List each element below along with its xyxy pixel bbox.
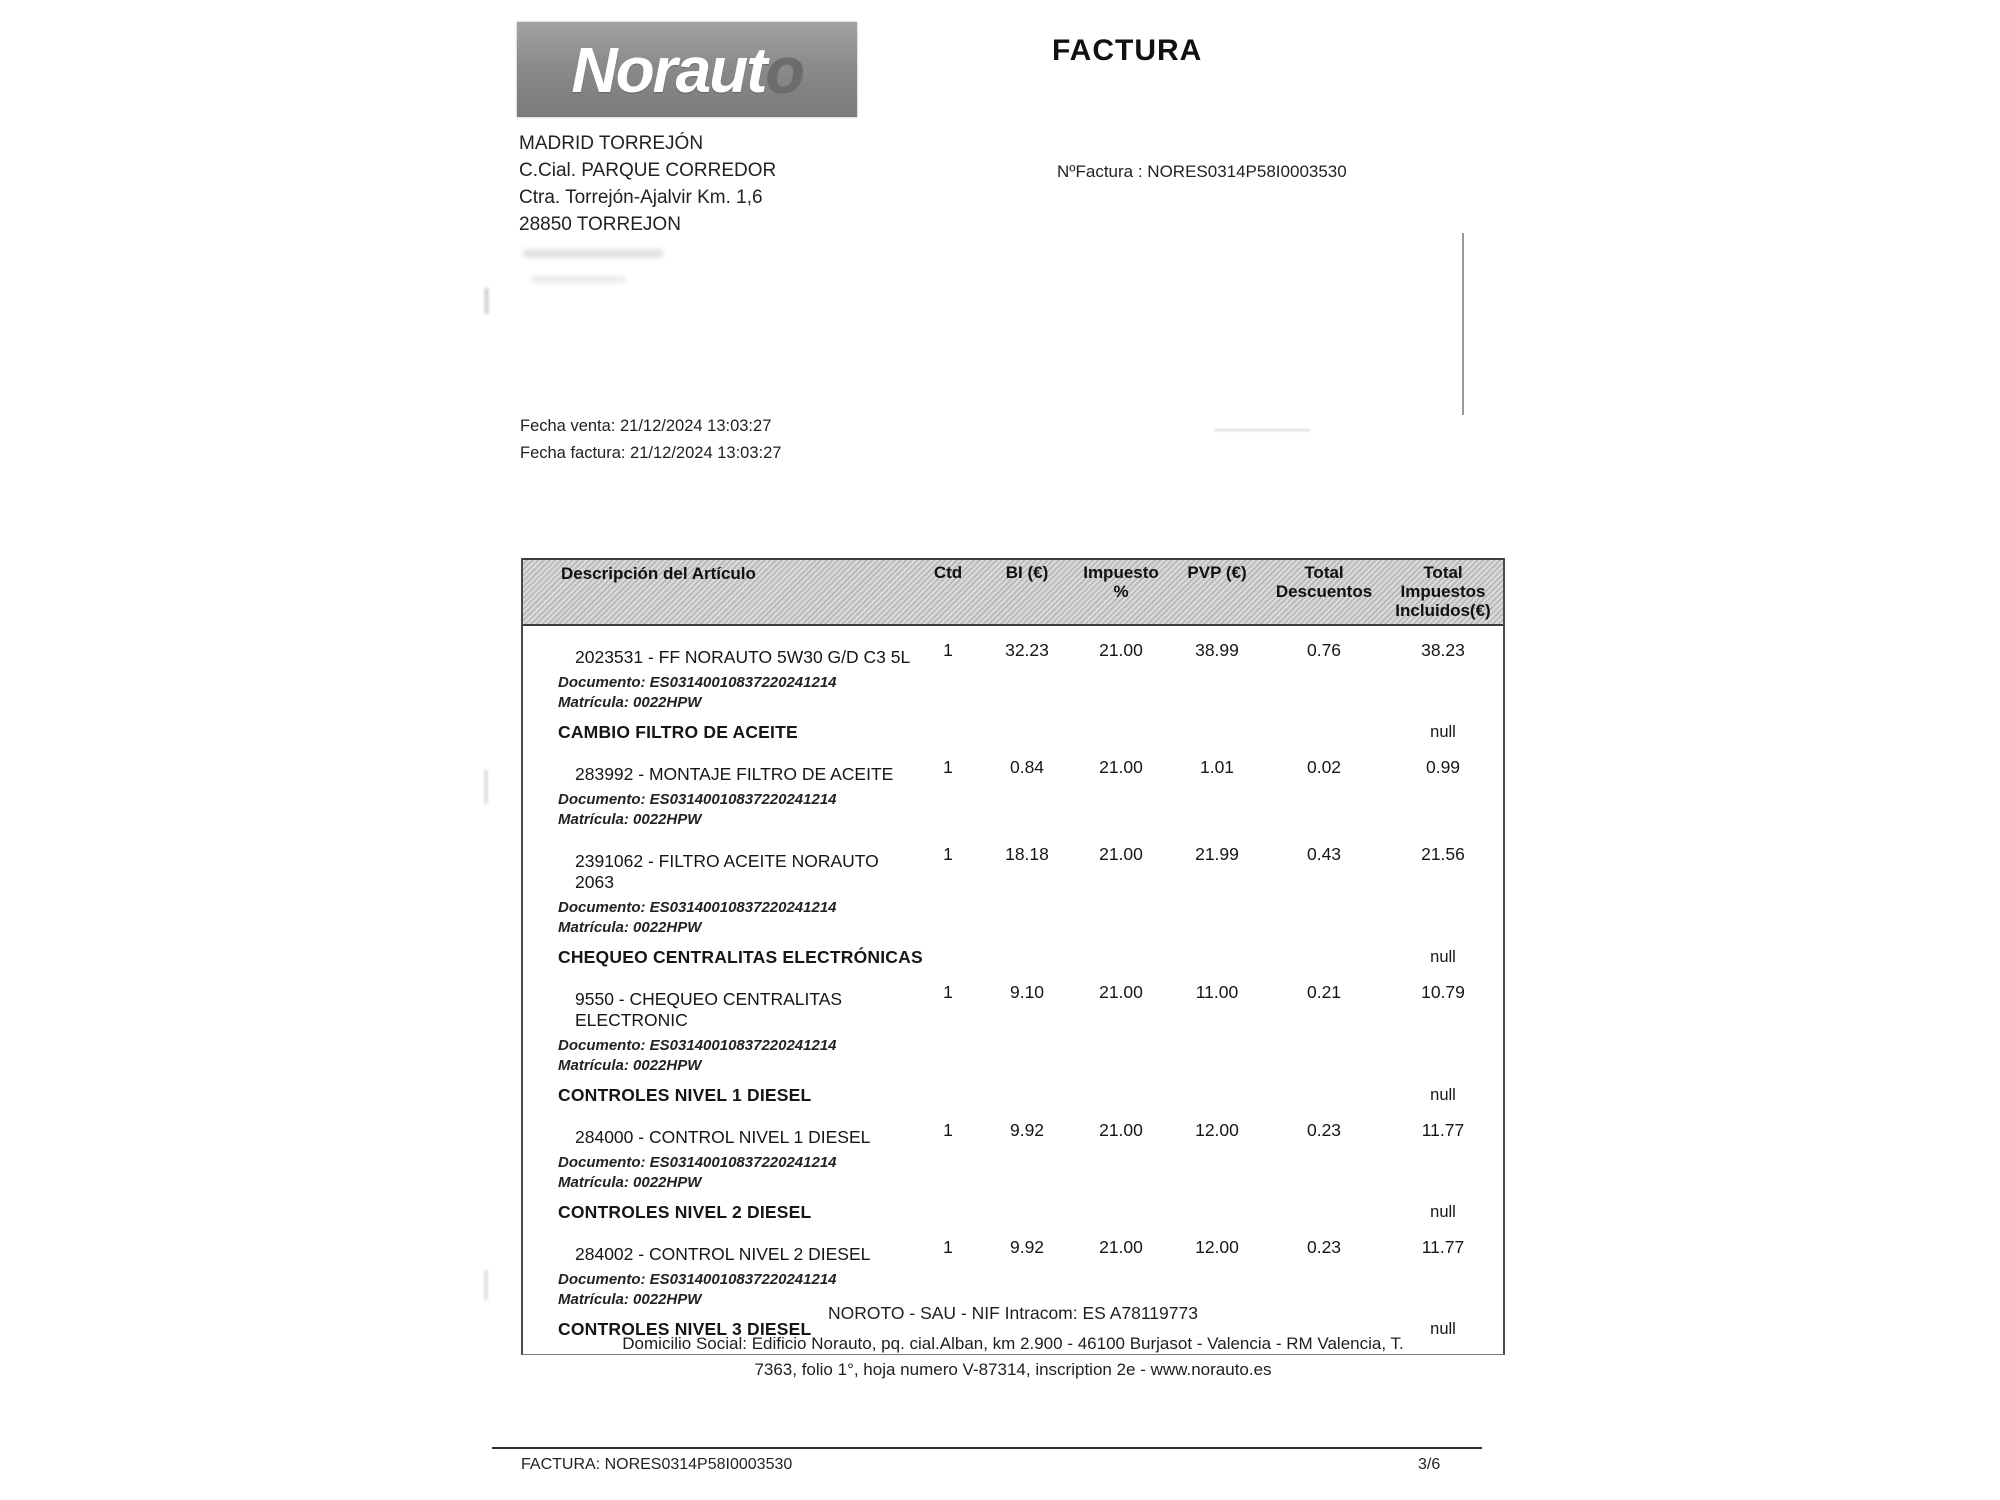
item-pvp: 21.99: [1195, 844, 1239, 864]
item-documento: Documento: ES03140010837220241214: [558, 1037, 837, 1054]
col-header-bi: BI (€): [1005, 563, 1049, 582]
norauto-logo: [517, 22, 857, 117]
item-matricula: Matrícula: 0022HPW: [558, 694, 702, 711]
invoice-date: Fecha factura: 21/12/2024 13:03:27: [520, 444, 782, 462]
legal-footer: [521, 1303, 1505, 1380]
item-pvp: 12.00: [1195, 1120, 1239, 1140]
item-descuentos: 0.02: [1306, 757, 1342, 777]
item-documento: Documento: ES03140010837220241214: [558, 1271, 837, 1288]
table-section-row: [523, 1202, 1503, 1223]
item-ctd: 1: [943, 1237, 953, 1257]
item-bi: 32.23: [1005, 640, 1049, 660]
invoice-table-body: [523, 640, 1503, 1354]
item-documento: Documento: ES03140010837220241214: [558, 1154, 837, 1171]
col-header-descuentos-line2: Descuentos: [1275, 582, 1373, 601]
item-ctd: 1: [943, 982, 953, 1002]
table-section-row: [523, 722, 1503, 743]
table-section-row: [523, 1085, 1503, 1106]
col-header-total-impuestos: [1383, 563, 1503, 620]
scan-artifact-margin-mark: [484, 1270, 488, 1300]
section-total-null: null: [1430, 1086, 1456, 1104]
document-title: FACTURA: [1052, 34, 1203, 67]
item-description: 284000 - CONTROL NIVEL 1 DIESEL: [575, 1127, 871, 1147]
invoice-items-table: [521, 558, 1505, 1355]
item-pvp: 38.99: [1195, 640, 1239, 660]
table-item-row: [523, 844, 1503, 893]
item-bi: 9.92: [1009, 1120, 1045, 1140]
item-description: 9550 - CHEQUEO CENTRALITAS ELECTRONIC: [575, 989, 843, 1030]
item-description: 2023531 - FF NORAUTO 5W30 G/D C3 5L: [575, 647, 911, 667]
scan-artifact-margin-mark: [484, 288, 489, 314]
item-matricula: Matrícula: 0022HPW: [558, 1174, 702, 1191]
item-total-impuestos: 38.23: [1421, 640, 1465, 660]
logo-text-main: Noraut: [571, 33, 766, 106]
item-bi: 0.84: [1009, 757, 1045, 777]
col-header-impuesto: [1073, 563, 1169, 620]
table-item-row: [523, 1237, 1503, 1265]
item-pvp: 1.01: [1199, 757, 1235, 777]
scan-artifact-redacted-text: [523, 249, 663, 258]
col-header-impuesto-line2: %: [1113, 582, 1129, 601]
company-address-line: Domicilio Social: Edificio Norauto, pq. cial.Alban, km 2.900 - 46100 Burjasot - Valencia - RM Valencia, T.: [622, 1334, 1404, 1353]
item-ctd: 1: [943, 1120, 953, 1140]
item-impuesto: 21.00: [1099, 982, 1143, 1002]
item-impuesto: 21.00: [1099, 844, 1143, 864]
section-title: CAMBIO FILTRO DE ACEITE: [558, 722, 798, 742]
item-matricula: Matrícula: 0022HPW: [558, 919, 702, 936]
scan-artifact-vertical-line: [1462, 233, 1464, 415]
section-total-null: null: [1430, 723, 1456, 741]
company-nif-line: NOROTO - SAU - NIF Intracom: ES A78119773: [828, 1303, 1198, 1323]
item-impuesto: 21.00: [1099, 1237, 1143, 1257]
item-documento: Documento: ES03140010837220241214: [558, 791, 837, 808]
item-descuentos: 0.21: [1306, 982, 1342, 1002]
section-title: CONTROLES NIVEL 3 DIESEL: [558, 1319, 812, 1339]
section-total-null: null: [1430, 1320, 1456, 1338]
bottom-divider: [492, 1447, 1482, 1449]
item-impuesto: 21.00: [1099, 1120, 1143, 1140]
table-header-row: [523, 558, 1503, 626]
table-item-row: [523, 640, 1503, 668]
scan-artifact-margin-mark: [484, 770, 488, 804]
sale-date: Fecha venta: 21/12/2024 13:03:27: [520, 417, 772, 435]
item-total-impuestos: 11.77: [1421, 1237, 1465, 1257]
item-impuesto: 21.00: [1099, 640, 1143, 660]
item-description: 2391062 - FILTRO ACEITE NORAUTO 2063: [575, 851, 879, 892]
section-total-null: null: [1430, 1203, 1456, 1221]
item-ctd: 1: [943, 757, 953, 777]
col-header-total-line2: Incluidos(€): [1395, 601, 1491, 620]
col-header-descuentos-line1: Total: [1304, 563, 1344, 582]
company-registry-line: 7363, folio 1°, hoja numero V-87314, inscription 2e - www.norauto.es: [754, 1360, 1272, 1379]
col-header-impuesto-line1: Impuesto: [1083, 563, 1159, 582]
section-title: CHEQUEO CENTRALITAS ELECTRÓNICAS: [558, 947, 923, 967]
item-total-impuestos: 0.99: [1425, 757, 1461, 777]
store-address-block: [519, 130, 776, 238]
table-item-row: [523, 982, 1503, 1031]
item-descuentos: 0.76: [1306, 640, 1342, 660]
item-total-impuestos: 21.56: [1421, 844, 1465, 864]
item-descuentos: 0.23: [1306, 1237, 1342, 1257]
item-bi: 18.18: [1005, 844, 1049, 864]
item-ctd: 1: [943, 844, 953, 864]
scan-artifact-redacted-text: [531, 276, 626, 283]
col-header-total-line1: Total Impuestos: [1400, 563, 1486, 601]
item-matricula: Matrícula: 0022HPW: [558, 811, 702, 828]
item-impuesto: 21.00: [1099, 757, 1143, 777]
page-number: 3/6: [1418, 1456, 1441, 1473]
table-item-row: [523, 757, 1503, 785]
col-header-descripcion: Descripción del Artículo: [561, 564, 756, 583]
scan-artifact-dash: [1214, 429, 1310, 431]
store-address-line: 28850 TORREJON: [519, 214, 681, 235]
norauto-logo-text: [571, 33, 802, 107]
section-title: CONTROLES NIVEL 2 DIESEL: [558, 1202, 812, 1222]
item-documento: Documento: ES03140010837220241214: [558, 674, 837, 691]
table-item-row: [523, 1120, 1503, 1148]
section-title: CONTROLES NIVEL 1 DIESEL: [558, 1085, 812, 1105]
item-total-impuestos: 11.77: [1421, 1120, 1465, 1140]
item-matricula: Matrícula: 0022HPW: [558, 1057, 702, 1074]
item-total-impuestos: 10.79: [1421, 982, 1465, 1002]
logo-text-o: o: [765, 33, 803, 106]
store-address-line: C.Cial. PARQUE CORREDOR: [519, 160, 777, 181]
item-descuentos: 0.43: [1306, 844, 1342, 864]
item-matricula: Matrícula: 0022HPW: [558, 1291, 702, 1308]
store-name: MADRID TORREJÓN: [519, 133, 704, 154]
table-section-row: [523, 947, 1503, 968]
item-bi: 9.10: [1009, 982, 1045, 1002]
section-total-null: null: [1430, 948, 1456, 966]
item-description: 284002 - CONTROL NIVEL 2 DIESEL: [575, 1244, 871, 1264]
item-ctd: 1: [943, 640, 953, 660]
store-address-line: Ctra. Torrejón-Ajalvir Km. 1,6: [519, 187, 763, 208]
col-header-pvp: PVP (€): [1187, 563, 1247, 582]
bottom-invoice-ref: FACTURA: NORES0314P58I0003530: [521, 1456, 793, 1473]
col-header-descuentos: [1265, 563, 1383, 620]
item-descuentos: 0.23: [1306, 1120, 1342, 1140]
item-documento: Documento: ES03140010837220241214: [558, 899, 837, 916]
col-header-ctd: Ctd: [933, 563, 963, 582]
item-pvp: 12.00: [1195, 1237, 1239, 1257]
item-pvp: 11.00: [1195, 982, 1239, 1002]
item-description: 283992 - MONTAJE FILTRO DE ACEITE: [575, 764, 894, 784]
invoice-number: NºFactura : NORES0314P58I0003530: [1057, 162, 1347, 181]
item-bi: 9.92: [1009, 1237, 1045, 1257]
